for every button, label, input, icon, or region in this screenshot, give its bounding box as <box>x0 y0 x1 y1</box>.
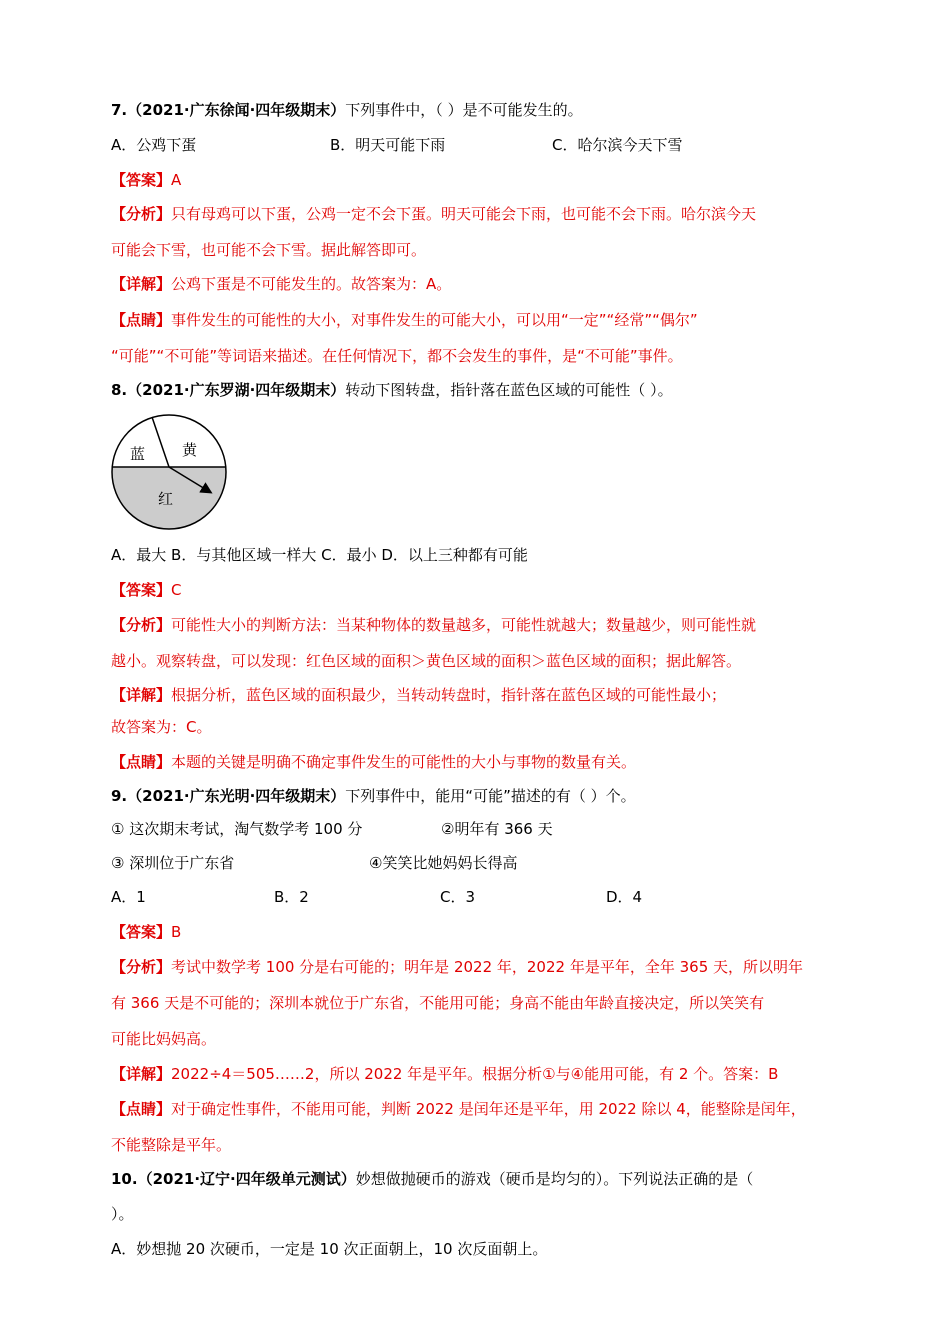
q7-analysis-text-1: 只有母鸡可以下蛋，公鸡一定不会下蛋。明天可能会下雨，也可能不会下雨。哈尔滨今天 <box>171 205 757 223</box>
q8-analysis-text-1: 可能性大小的判断方法：当某种物体的数量越多，可能性就越大；数量越少，则可能性就 <box>171 616 757 634</box>
q9-option-a: A．1 <box>111 888 146 906</box>
q10-stem-line-1 <box>111 1168 753 1190</box>
q9-detail-tag: 【详解】 <box>111 1065 172 1083</box>
spinner-label-yellow: 黄 <box>182 441 198 459</box>
q8-detail-text-1: 根据分析，蓝色区域的面积最少，当转动转盘时，指针落在蓝色区域的可能性最小； <box>171 686 727 704</box>
q7-answer-tag: 【答案】 <box>111 171 172 189</box>
q7-comment-tag: 【点睛】 <box>111 311 172 329</box>
q9-comment-tag: 【点睛】 <box>111 1100 172 1118</box>
q8-answer <box>111 579 182 601</box>
q7-answer <box>111 169 181 191</box>
q9-analysis-line-3: 可能比妈妈高。 <box>111 1030 217 1048</box>
q7-detail-tag: 【详解】 <box>111 275 172 293</box>
q9-answer <box>111 921 181 943</box>
q9-stem: 下列事件中，能用“可能”描述的有（ ）个。 <box>345 787 636 805</box>
q9-analysis-line-2: 有 366 天是不可能的；深圳本就位于广东省，不能用可能；身高不能由年龄直接决定，所以笑笑有 <box>111 994 765 1012</box>
q10-stem-text-1: 妙想做抛硬币的游戏（硬币是均匀的）。下列说法正确的是（ <box>355 1170 754 1188</box>
q8-comment <box>111 751 636 773</box>
q9-detail-text: 2022÷4＝505……2，所以 2022 年是平年。根据分析①与④能用可能，有 2 个。答案：B <box>171 1065 779 1083</box>
q8-analysis-line-2: 越小。观察转盘，可以发现：红色区域的面积＞黄色区域的面积＞蓝色区域的面积；据此解答。 <box>111 652 742 670</box>
q9-detail <box>111 1063 778 1085</box>
q8-analysis-line-1 <box>111 614 756 636</box>
spinner-divider-blue-yellow <box>152 417 169 467</box>
q9-option-b: B．2 <box>274 888 309 906</box>
q9-answer-tag: 【答案】 <box>111 923 172 941</box>
q7-stem-line <box>111 99 583 121</box>
q7-analysis-line-2: 可能会下雪，也可能不会下雪。据此解答即可。 <box>111 241 427 259</box>
q8-detail-line-2: 故答案为：C。 <box>111 718 212 736</box>
spinner-label-blue: 蓝 <box>130 445 146 463</box>
q9-item-1: ① 这次期末考试，淘气数学考 100 分 <box>111 820 363 838</box>
q9-item-3: ③ 深圳位于广东省 <box>111 854 235 872</box>
q9-comment-line-1 <box>111 1098 806 1120</box>
q9-analysis-line-1 <box>111 956 803 978</box>
q8-comment-text: 本题的关键是明确不确定事件发生的可能性的大小与事物的数量有关。 <box>171 753 637 771</box>
q7-stem: 下列事件中，（ ）是不可能发生的。 <box>345 101 583 119</box>
q9-item-4: ④笑笑比她妈妈长得高 <box>369 854 518 872</box>
q8-answer-tag: 【答案】 <box>111 581 172 599</box>
q9-stem-line <box>111 785 636 807</box>
q8-comment-tag: 【点睛】 <box>111 753 172 771</box>
q7-comment-text-1: 事件发生的可能性的大小，对事件发生的可能大小，可以用“一定”“经常”“偶尔” <box>171 311 698 329</box>
q9-source: （2021·广东光明·四年级期末） <box>127 787 346 805</box>
q10-option-a: A．妙想抛 20 次硬币，一定是 10 次正面朝上，10 次反面朝上。 <box>111 1240 548 1258</box>
q7-option-a: A．公鸡下蛋 <box>111 136 197 154</box>
q8-stem-line <box>111 379 673 401</box>
q7-source: （2021·广东徐闻·四年级期末） <box>127 101 346 119</box>
q8-analysis-tag: 【分析】 <box>111 616 172 634</box>
q8-source: （2021·广东罗湖·四年级期末） <box>127 381 346 399</box>
q9-comment-line-2: 不能整除是平年。 <box>111 1136 232 1154</box>
q7-analysis-line-1 <box>111 203 756 225</box>
q7-comment-line-1 <box>111 309 698 331</box>
q7-detail <box>111 273 451 295</box>
q10-stem-line-2: ）。 <box>111 1205 134 1223</box>
q9-number: 9. <box>111 787 128 805</box>
q10-number: 10. <box>111 1170 138 1188</box>
q8-number: 8. <box>111 381 128 399</box>
q9-analysis-text-1: 考试中数学考 100 分是右可能的；明年是 2022 年，2022 年是平年，全年 365 天，所以明年 <box>171 958 804 976</box>
q7-analysis-tag: 【分析】 <box>111 205 172 223</box>
q9-option-c: C．3 <box>440 888 476 906</box>
q9-answer-value: B <box>171 923 182 941</box>
q10-source: （2021·辽宁·四年级单元测试） <box>137 1170 356 1188</box>
q8-options: A．最大 B．与其他区域一样大 C．最小 D．以上三种都有可能 <box>111 546 528 564</box>
q7-answer-value: A <box>171 171 182 189</box>
q8-answer-value: C <box>171 581 182 599</box>
spinner-figure <box>110 414 230 532</box>
q7-comment-line-2: “可能”“不可能”等词语来描述。在任何情况下，都不会发生的事件，是“不可能”事件。 <box>111 347 683 365</box>
q9-comment-text-1: 对于确定性事件，不能用可能，判断 2022 是闰年还是平年，用 2022 除以 4，能整除是闰年， <box>171 1100 806 1118</box>
spinner-label-red: 红 <box>158 490 174 508</box>
q8-detail-line-1 <box>111 684 726 706</box>
q8-detail-tag: 【详解】 <box>111 686 172 704</box>
q9-analysis-tag: 【分析】 <box>111 958 172 976</box>
q7-detail-text: 公鸡下蛋是不可能发生的。故答案为：A。 <box>171 275 452 293</box>
q8-stem: 转动下图转盘，指针落在蓝色区域的可能性（ ）。 <box>345 381 673 399</box>
q7-number: 7. <box>111 101 128 119</box>
q7-option-b: B．明天可能下雨 <box>330 136 446 154</box>
q9-option-d: D．4 <box>606 888 643 906</box>
q7-option-c: C．哈尔滨今天下雪 <box>552 136 683 154</box>
q9-item-2: ②明年有 366 天 <box>441 820 553 838</box>
